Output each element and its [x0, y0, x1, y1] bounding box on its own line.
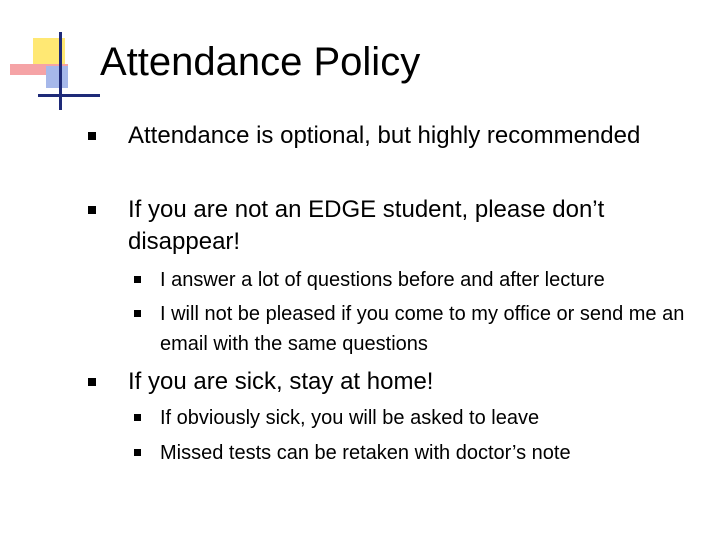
- bullet-square-icon: [88, 132, 96, 140]
- bullet-square-icon: [134, 414, 141, 421]
- bullet-text-level1: If you are sick, stay at home!: [128, 368, 434, 395]
- bullet-square-icon: [134, 449, 141, 456]
- bullet-square-icon: [88, 206, 96, 214]
- bullet-text-level2: I will not be pleased if you come to my office or send me an email with the same questions: [160, 303, 685, 355]
- bullet-text-level1: If you are not an EDGE student, please don’t disappear!: [128, 196, 605, 255]
- bullet-text-level1: Attendance is optional, but highly recommended: [128, 122, 641, 149]
- slide-title: Attendance Policy: [100, 40, 421, 84]
- bullet-text-level2: If obviously sick, you will be asked to leave: [160, 407, 540, 429]
- bullet-square-icon: [134, 276, 141, 283]
- bullet-text-level2: Missed tests can be retaken with doctor’s note: [160, 442, 571, 464]
- bullet-text-level2: I answer a lot of questions before and after lecture: [160, 269, 605, 291]
- bullet-square-icon: [134, 310, 141, 317]
- bullet-square-icon: [88, 378, 96, 386]
